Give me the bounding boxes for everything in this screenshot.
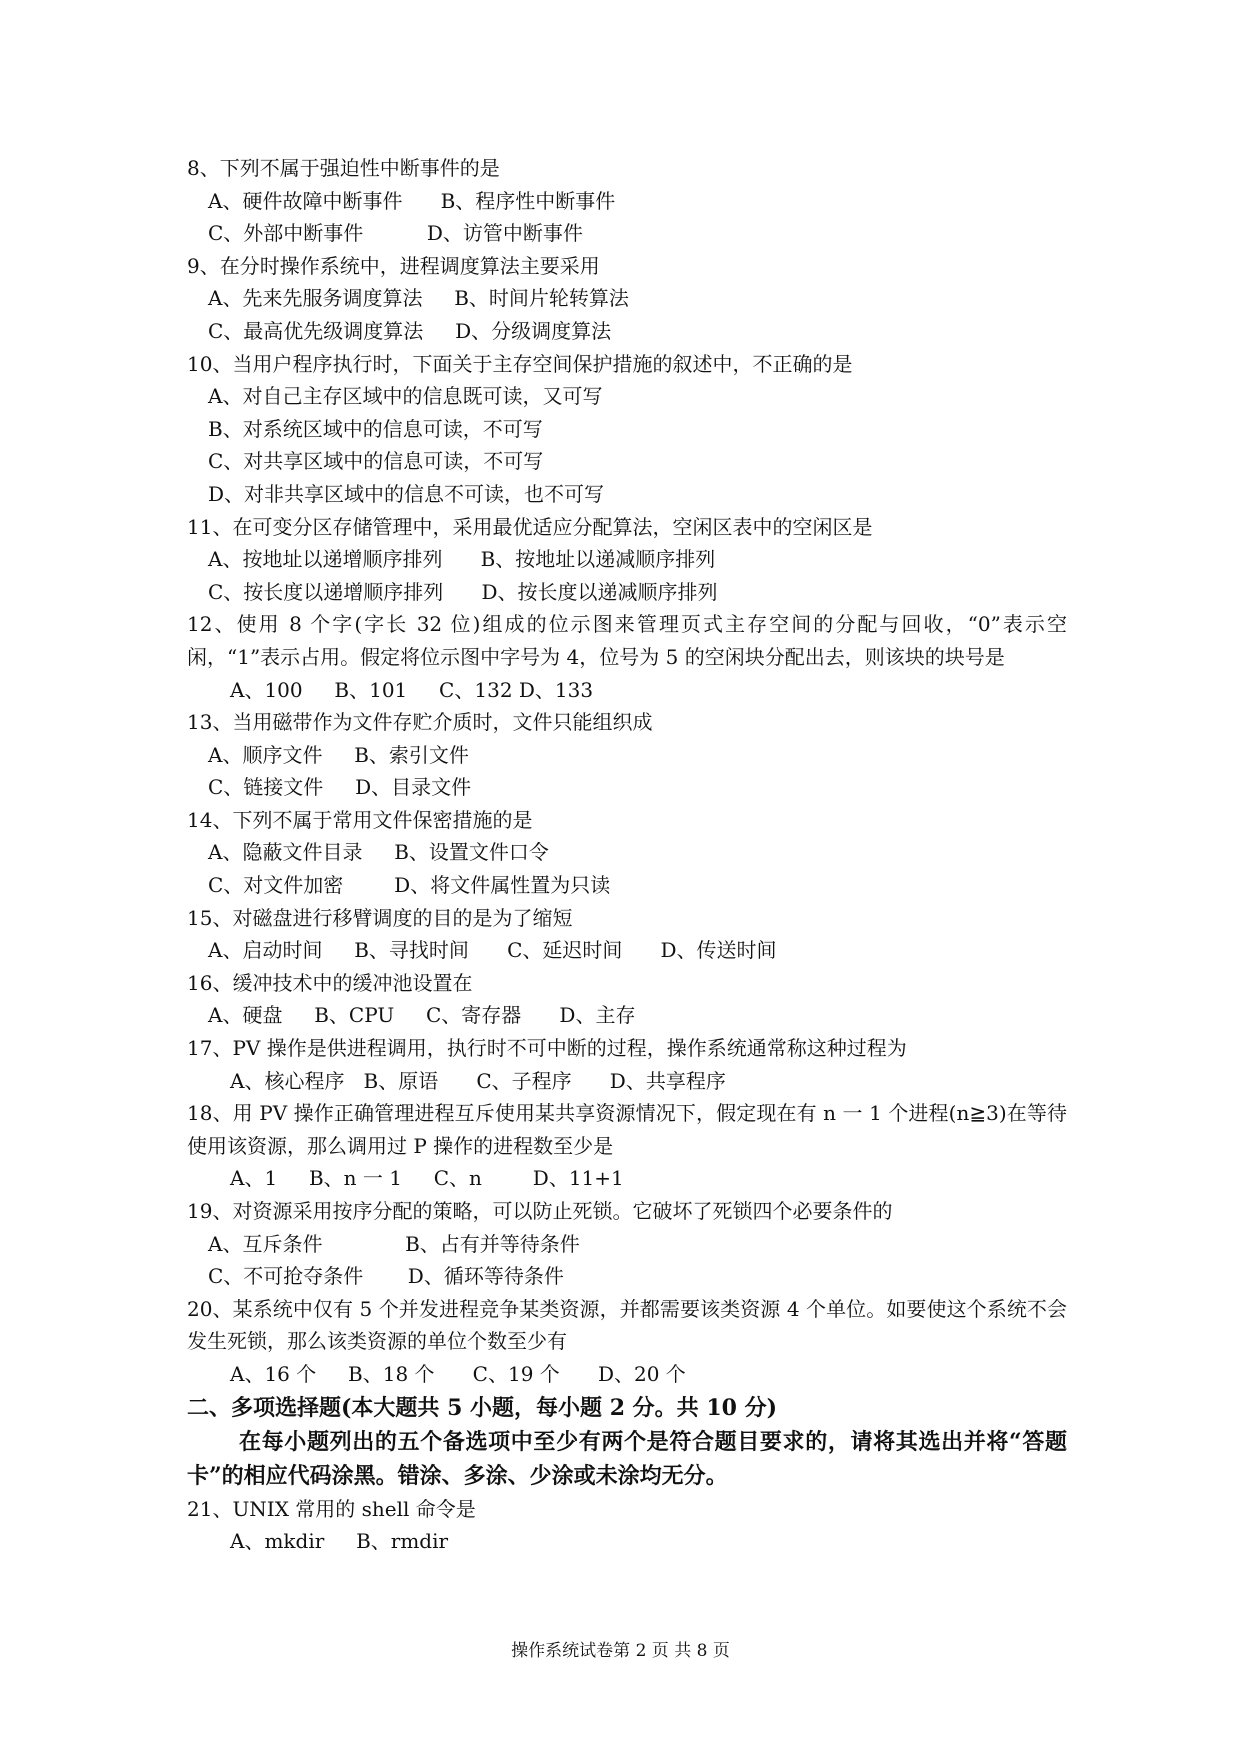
question-stem: 8、下列不属于强迫性中断事件的是 — [187, 156, 500, 180]
answer-options: A、顺序文件 B、索引文件 — [208, 742, 469, 767]
question-stem: 21、UNIX 常用的 shell 命令是 — [187, 1496, 476, 1521]
section-heading: 二、多项选择题(本大题共 5 小题，每小题 2 分。共 10 分) — [187, 1394, 778, 1421]
question-stem: 14、下列不属于常用文件保密措施的是 — [187, 807, 533, 832]
answer-options: A、100 B、101 C、132 D、133 — [230, 677, 594, 702]
question-stem: 17、PV 操作是供进程调用，执行时不可中断的过程，操作系统通常称这种过程为 — [187, 1036, 907, 1061]
answer-options: C、不可抢夺条件 D、循环等待条件 — [208, 1264, 564, 1289]
answer-options: A、按地址以递增顺序排列 B、按地址以递减顺序排列 — [208, 547, 716, 572]
answer-options: C、对文件加密 D、将文件属性置为只读 — [208, 873, 611, 898]
answer-options: A、16 个 B、18 个 C、19 个 D、20 个 — [230, 1361, 686, 1386]
answer-options: C、按长度以递增顺序排列 D、按长度以递减顺序排列 — [208, 579, 718, 604]
answer-options: D、对非共享区域中的信息不可读，也不可写 — [208, 481, 605, 506]
answer-options: C、对共享区域中的信息可读，不可写 — [208, 449, 544, 474]
question-stem: 12、使用 8 个字(字长 32 位)组成的位示图来管理页式主存空间的分配与回收，“0”表示空闲，“1”表示占用。假定将位示图中字号为 4，位号为 5 的空闲块分配出去，则该块的块号是 — [187, 612, 1067, 669]
question-stem: 13、当用磁带作为文件存贮介质时，文件只能组织成 — [187, 710, 653, 735]
question-list — [187, 152, 1067, 1558]
answer-options: C、最高优先级调度算法 D、分级调度算法 — [208, 318, 612, 343]
answer-options: A、对自己主存区域中的信息既可读，又可写 — [208, 384, 603, 409]
answer-options: A、先来先服务调度算法 B、时间片轮转算法 — [208, 286, 629, 311]
answer-options: B、对系统区域中的信息可读，不可写 — [208, 416, 543, 441]
answer-options: A、互斥条件 B、占有并等待条件 — [208, 1231, 580, 1256]
question-stem: 19、对资源采用按序分配的策略，可以防止死锁。它破坏了死锁四个必要条件的 — [187, 1199, 893, 1223]
question-stem: 11、在可变分区存储管理中，采用最优适应分配算法，空闲区表中的空闲区是 — [187, 514, 873, 539]
question-stem: 10、当用户程序执行时，下面关于主存空间保护措施的叙述中，不正确的是 — [187, 351, 853, 376]
question-stem: 9、在分时操作系统中，进程调度算法主要采用 — [187, 253, 600, 278]
section-instructions: 在每小题列出的五个备选项中至少有两个是符合题目要求的，请将其选出并将“答题卡”的相应代码涂黑。错涂、多涂、少涂或未涂均无分。 — [187, 1428, 1067, 1489]
answer-options: C、链接文件 D、目录文件 — [208, 775, 472, 800]
question-stem: 18、用 PV 操作正确管理进程互斥使用某共享资源情况下，假定现在有 n 一 1 个进程(n≧3)在等待使用该资源，那么调用过 P 操作的进程数至少是 — [187, 1101, 1067, 1158]
page-footer: 操作系统试卷第 2 页 共 8 页 — [511, 1641, 730, 1661]
question-stem: 15、对磁盘进行移臂调度的目的是为了缩短 — [187, 905, 573, 930]
answer-options: A、硬盘 B、CPU C、寄存器 D、主存 — [208, 1003, 636, 1028]
answer-options: A、启动时间 B、寻找时间 C、延迟时间 D、传送时间 — [208, 938, 777, 963]
answer-options: A、1 B、n 一 1 C、n D、11+1 — [230, 1166, 624, 1191]
answer-options: A、硬件故障中断事件 B、程序性中断事件 — [208, 188, 616, 213]
answer-options: A、mkdir B、rmdir — [230, 1529, 449, 1554]
question-stem: 16、缓冲技术中的缓冲池设置在 — [187, 970, 473, 995]
question-stem: 20、某系统中仅有 5 个并发进程竞争某类资源，并都需要该类资源 4 个单位。如要使这个系统不会发生死锁，那么该类资源的单位个数至少有 — [187, 1296, 1067, 1354]
answer-options: C、外部中断事件 D、访管中断事件 — [208, 221, 583, 246]
answer-options: A、核心程序 B、原语 C、子程序 D、共享程序 — [230, 1068, 726, 1093]
answer-options: A、隐蔽文件目录 B、设置文件口令 — [208, 840, 549, 865]
